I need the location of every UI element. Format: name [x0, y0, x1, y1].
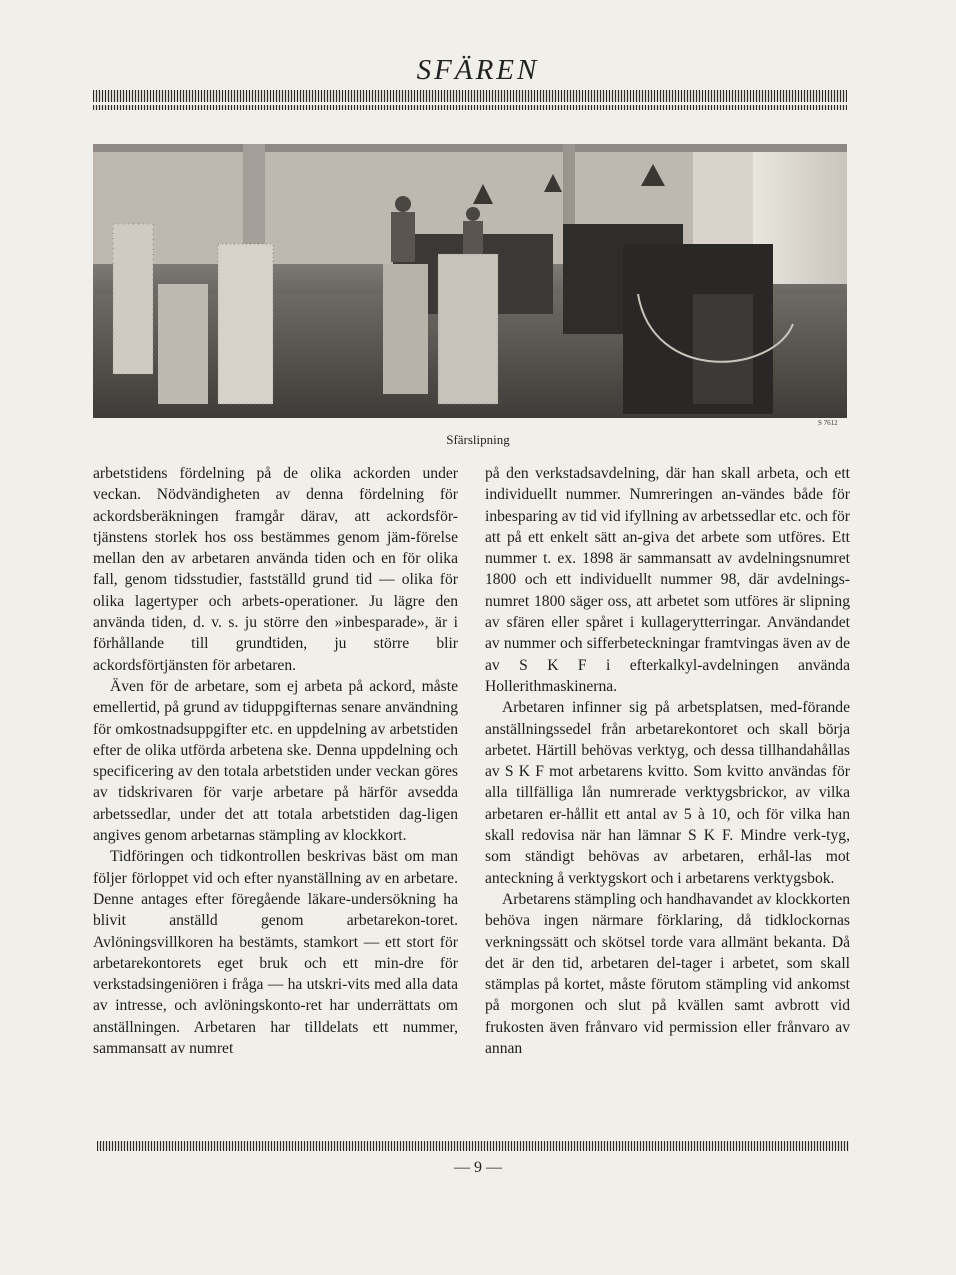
paragraph: på den verkstadsavdelning, där han skall arbeta, och ett individuellt nummer. Numreringen an-vändes både för inbesparing av tid vid ifyllning av arbetssedlar etc. och för att på ett enkelt sätt an-giva det arbete som utföres. Ett nummer t. ex. 1898 är sammansatt av avdelningsnumret 1800 och ett individuellt nummer 98, där avdelnings-numret 1800 säger oss, att arbetet som utföres är slipning av sfären eller spåret i kullagerytterringar. Användandet av nummer och sifferbeteckningar framtvingas även av de av S K F i efterkalkyl-avdelningen använda Hollerithmaskinerna. — [485, 465, 850, 695]
factory-photo-illustration — [93, 144, 847, 418]
photo-reference-number: S 7612 — [818, 419, 838, 427]
page-number: — 9 — — [454, 1159, 502, 1176]
masthead-rule-upper — [93, 90, 847, 102]
photo-caption: Sfärslipning — [446, 432, 510, 447]
masthead-rule-lower — [93, 105, 847, 110]
left-column — [93, 463, 458, 1059]
paragraph: arbetstidens fördelning på de olika ackorden under veckan. Nödvändigheten av denna fördelning för ackordsberäkningen framgår därav, att ackordsför-tjänstens storlek hos oss bestämmes genom jäm-förelse mellan den av arbetaren använda tiden och en för olika fall, genom tidsstudier, fastställd grund tid — olika för olika lagertyper och arbets-operationer. Ju lägre den använda tiden, d. v. s. ju större den »inbesparade», är i förhållande till grundtiden, ju större blir ackordsförtjänsten för arbetaren. — [93, 465, 458, 674]
masthead-title: SFÄREN — [416, 54, 540, 86]
paragraph: Arbetaren infinner sig på arbetsplatsen, med-förande anställningssedel från arbetarekontoret och skall börja arbetet. Härtill behövas verktyg, och dessa tillhandahållas av S K F mot arbetarens kvitto. Som kvitto användas för alla tillfälliga lån numrerade verktygsbrickor, av vilka arbetaren er-hållit ett antal av 5 à 10, och för vilka han skall redovisa när han lämnar S K F. Mindre verk-tyg, som ständigt behövas av arbetaren, erhål-las mot anteckning å verktygskort och i arbetarens verktygsbok. — [485, 699, 850, 887]
footer-rule — [97, 1141, 849, 1151]
factory-photo — [93, 144, 847, 418]
paragraph: Även för de arbetare, som ej arbeta på ackord, måste emellertid, på grund av tiduppgifternas senare användning för omkostnadsuppgifter etc. en uppdelning av arbetstiden efter de olika utförda arbetena ske. Denna uppdelning och specificering av den totala arbetstiden under veckan göres av tidskrivaren för varje arbetare på härför avsedda arbetssedlar, under det att totala arbetstiden dag-ligen angives genom arbetarnas stämpling av klockkort. — [93, 677, 458, 845]
paragraph: Arbetarens stämpling och handhavandet av klockkorten behöva ingen närmare förklaring, då tidklockornas verkningssätt och skötsel torde vara allmänt bekanta. Då det är den tid, arbetaren del-tager i arbetet, som skall stämplas på kortet, måste förutom stämpling vid ankomst på morgonen och slut på kvällen samt avbrott vid frukosten även frånvaro vid permission eller frånvaro av annan — [485, 890, 850, 1058]
paragraph: Tidföringen och tidkontrollen beskrivas bäst om man följer förloppet vid och efter nyanställning av en arbetare. Denne antages efter föregående läkare-undersökning ha blivit anställd genom arbetarekon-toret. Avlöningsvillkoren ha bestämts, stamkort — ett stort för arbetarekontorets eget bruk och ett min-dre för verkstadsingeniören i fråga — ha utskri-vits med alla data av intresse, och avlöningskonto-ret har underrättats om anställningen. Arbetaren har tilldelats ett nummer, sammansatt av numret — [93, 848, 458, 1058]
right-column — [485, 463, 850, 1059]
